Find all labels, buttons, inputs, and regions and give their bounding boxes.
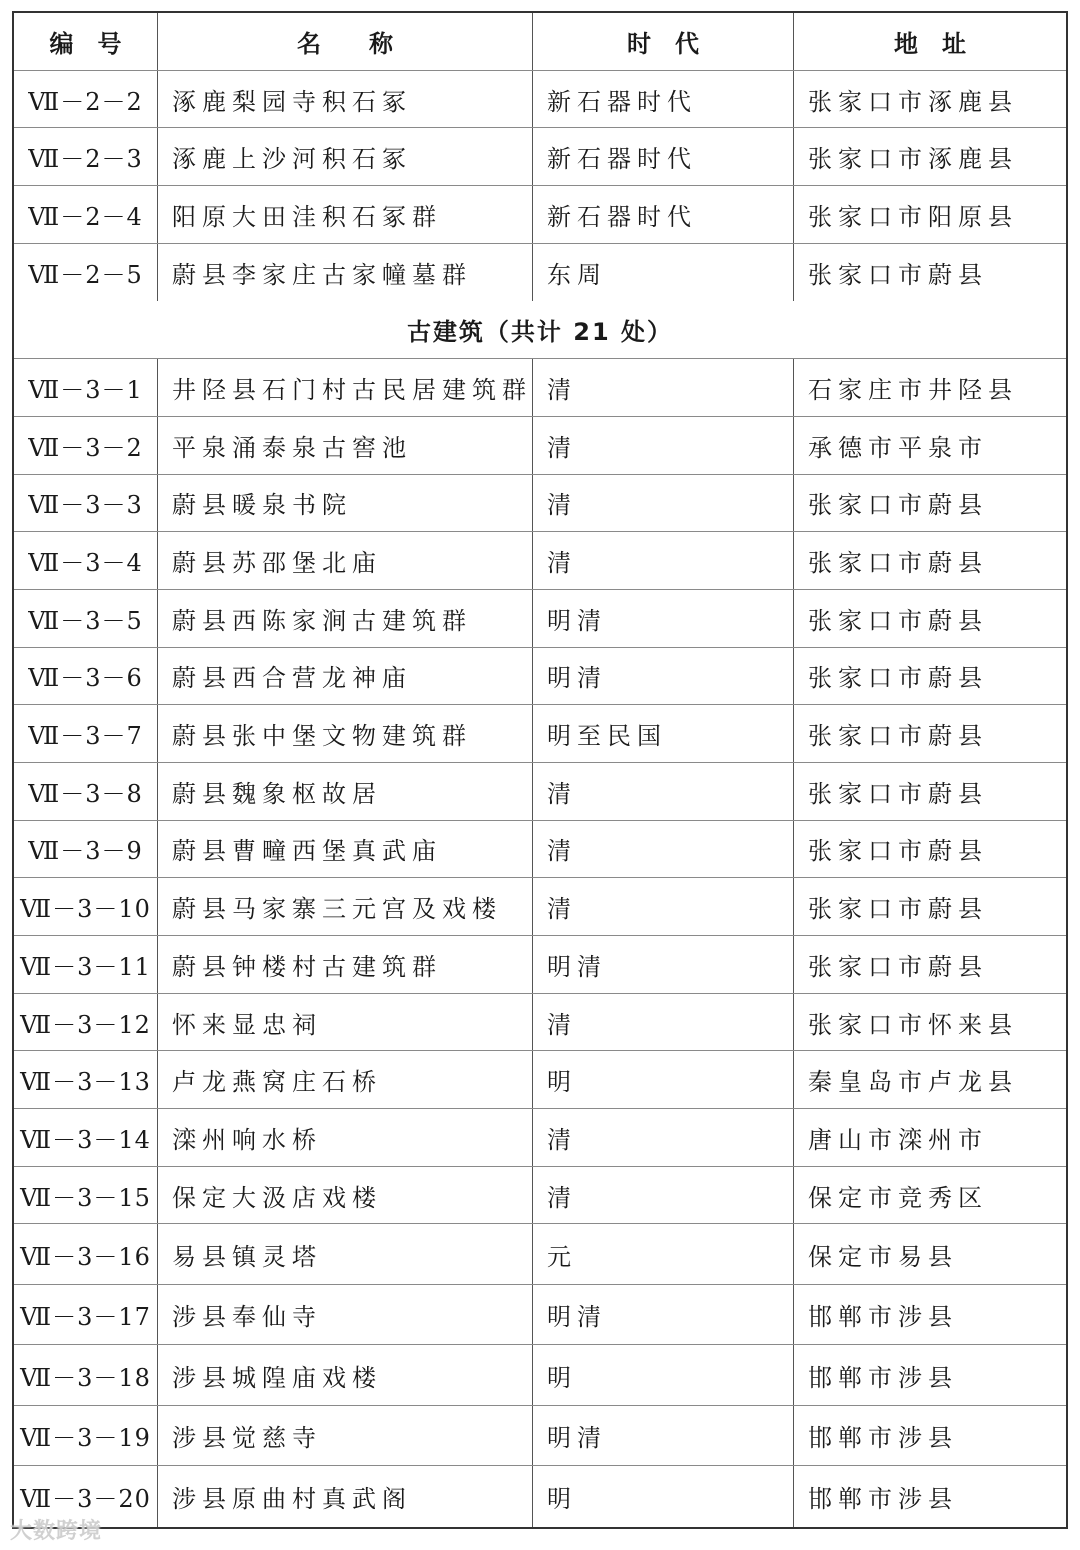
cell-location: 张家口市涿鹿县 <box>808 145 1018 174</box>
cell-era: 明清 <box>533 936 794 993</box>
table-row <box>14 244 1066 302</box>
cell-id: Ⅶ－3－11 <box>14 936 158 993</box>
cell-name: 蔚县张中堡文物建筑群 <box>158 705 533 762</box>
cell-era: 新石器时代 <box>533 128 794 185</box>
header-name: 名 称 <box>158 13 533 70</box>
cell-id: Ⅶ－3－13 <box>14 1051 158 1108</box>
cell-location: 张家口市蔚县 <box>808 837 988 866</box>
table-row <box>14 1406 1066 1467</box>
header-id: 编 号 <box>14 13 158 70</box>
cell-id: Ⅶ－3－8 <box>14 763 158 820</box>
cell-id: Ⅶ－3－2 <box>14 417 158 474</box>
cell-name: 蔚县马家寨三元宫及戏楼 <box>158 878 533 935</box>
section-title: 古建筑（共计 21 处） <box>14 301 1066 359</box>
cell-name: 涉县城隍庙戏楼 <box>158 1345 533 1405</box>
cell-name: 阳原大田洼积石冢群 <box>158 186 533 243</box>
table-row <box>14 1345 1066 1406</box>
cell-name: 保定大汲店戏楼 <box>158 1167 533 1224</box>
cell-name: 蔚县暖泉书院 <box>158 475 533 532</box>
cell-id: Ⅶ－3－5 <box>14 590 158 647</box>
cell-id: Ⅶ－2－2 <box>14 71 158 128</box>
cell-location: 邯郸市涉县 <box>808 1485 958 1514</box>
cell-location: 张家口市怀来县 <box>808 1010 1018 1039</box>
watermark: 大数跨境 <box>10 1519 103 1544</box>
group-b-rows <box>14 359 1066 1527</box>
cell-id: Ⅶ－3－17 <box>14 1285 158 1345</box>
table-row <box>14 1167 1066 1225</box>
header-era: 时 代 <box>533 13 794 70</box>
cell-era: 明清 <box>533 1406 794 1466</box>
cell-name: 滦州响水桥 <box>158 1109 533 1166</box>
cell-id: Ⅶ－2－3 <box>14 128 158 185</box>
cell-era: 明至民国 <box>533 705 794 762</box>
table-row <box>14 1224 1066 1285</box>
cell-era: 清 <box>533 1167 794 1224</box>
cell-location: 邯郸市涉县 <box>808 1363 958 1392</box>
cell-era: 清 <box>533 994 794 1051</box>
cell-id: Ⅶ－3－15 <box>14 1167 158 1224</box>
cell-era: 清 <box>533 475 794 532</box>
group-a-rows <box>14 71 1066 302</box>
cell-name: 卢龙燕窝庄石桥 <box>158 1051 533 1108</box>
cell-era: 元 <box>533 1224 794 1284</box>
cell-id: Ⅶ－3－20 <box>14 1466 158 1527</box>
cell-location: 张家口市蔚县 <box>808 895 988 924</box>
cell-name: 平泉涌泰泉古窖池 <box>158 417 533 474</box>
cell-location: 张家口市涿鹿县 <box>808 87 1018 116</box>
header-location: 地 址 <box>894 29 966 58</box>
table-row <box>14 648 1066 706</box>
cell-name: 涿鹿上沙河积石冢 <box>158 128 533 185</box>
cell-era: 明 <box>533 1051 794 1108</box>
cell-name: 蔚县苏邵堡北庙 <box>158 532 533 589</box>
cell-era: 清 <box>533 417 794 474</box>
cell-location: 张家口市阳原县 <box>808 202 1018 231</box>
cell-location: 石家庄市井陉县 <box>808 375 1018 404</box>
cell-name: 蔚县西陈家涧古建筑群 <box>158 590 533 647</box>
cell-era: 清 <box>533 359 794 416</box>
table-row <box>14 936 1066 994</box>
cell-era: 新石器时代 <box>533 71 794 128</box>
cell-era: 清 <box>533 821 794 878</box>
cell-location: 唐山市滦州市 <box>808 1125 988 1154</box>
cell-era: 东周 <box>533 244 794 302</box>
cell-location: 张家口市蔚县 <box>808 664 988 693</box>
cell-era: 明清 <box>533 648 794 705</box>
cell-name: 蔚县西合营龙神庙 <box>158 648 533 705</box>
table-row <box>14 186 1066 244</box>
cell-id: Ⅶ－3－3 <box>14 475 158 532</box>
cell-id: Ⅶ－3－7 <box>14 705 158 762</box>
cell-era: 明清 <box>533 590 794 647</box>
table-header <box>14 13 1066 71</box>
table-row <box>14 1051 1066 1109</box>
heritage-table <box>12 11 1068 1529</box>
cell-name: 涉县奉仙寺 <box>158 1285 533 1345</box>
cell-location: 张家口市蔚县 <box>808 722 988 751</box>
cell-era: 明 <box>533 1466 794 1527</box>
cell-id: Ⅶ－3－4 <box>14 532 158 589</box>
cell-id: Ⅶ－2－4 <box>14 186 158 243</box>
cell-name: 涉县原曲村真武阁 <box>158 1466 533 1527</box>
cell-era: 明 <box>533 1345 794 1405</box>
table-row <box>14 994 1066 1052</box>
cell-location: 张家口市蔚县 <box>808 491 988 520</box>
cell-id: Ⅶ－3－6 <box>14 648 158 705</box>
cell-location: 张家口市蔚县 <box>808 261 988 290</box>
cell-location: 邯郸市涉县 <box>808 1424 958 1453</box>
table-row <box>14 705 1066 763</box>
table-row <box>14 475 1066 533</box>
cell-name: 蔚县钟楼村古建筑群 <box>158 936 533 993</box>
cell-id: Ⅶ－3－1 <box>14 359 158 416</box>
table-row <box>14 590 1066 648</box>
cell-era: 清 <box>533 763 794 820</box>
table-row <box>14 359 1066 417</box>
cell-era: 清 <box>533 878 794 935</box>
cell-id: Ⅶ－2－5 <box>14 244 158 302</box>
cell-name: 怀来显忠祠 <box>158 994 533 1051</box>
cell-name: 蔚县曹疃西堡真武庙 <box>158 821 533 878</box>
table-row <box>14 1109 1066 1167</box>
cell-location: 邯郸市涉县 <box>808 1303 958 1332</box>
cell-name: 涿鹿梨园寺积石冢 <box>158 71 533 128</box>
cell-name: 易县镇灵塔 <box>158 1224 533 1284</box>
cell-era: 清 <box>533 1109 794 1166</box>
cell-location: 张家口市蔚县 <box>808 549 988 578</box>
cell-id: Ⅶ－3－16 <box>14 1224 158 1284</box>
cell-era: 新石器时代 <box>533 186 794 243</box>
cell-location: 张家口市蔚县 <box>808 779 988 808</box>
cell-id: Ⅶ－3－14 <box>14 1109 158 1166</box>
table-row <box>14 128 1066 186</box>
cell-name: 蔚县魏象枢故居 <box>158 763 533 820</box>
cell-id: Ⅶ－3－18 <box>14 1345 158 1405</box>
cell-era: 明清 <box>533 1285 794 1345</box>
cell-location: 张家口市蔚县 <box>808 606 988 635</box>
table-row <box>14 71 1066 129</box>
table-row <box>14 821 1066 879</box>
table-row <box>14 532 1066 590</box>
cell-name: 涉县觉慈寺 <box>158 1406 533 1466</box>
cell-location: 承德市平泉市 <box>808 433 988 462</box>
cell-location: 秦皇岛市卢龙县 <box>808 1068 1018 1097</box>
table-row <box>14 417 1066 475</box>
cell-id: Ⅶ－3－19 <box>14 1406 158 1466</box>
cell-location: 张家口市蔚县 <box>808 952 988 981</box>
cell-era: 清 <box>533 532 794 589</box>
cell-id: Ⅶ－3－10 <box>14 878 158 935</box>
table-row <box>14 878 1066 936</box>
table-row <box>14 1285 1066 1346</box>
cell-id: Ⅶ－3－9 <box>14 821 158 878</box>
cell-name: 蔚县李家庄古家幢墓群 <box>158 244 533 302</box>
cell-location: 保定市竞秀区 <box>808 1183 988 1212</box>
cell-id: Ⅶ－3－12 <box>14 994 158 1051</box>
cell-location: 保定市易县 <box>808 1242 958 1271</box>
table-row <box>14 763 1066 821</box>
table-row <box>14 1466 1066 1527</box>
cell-name: 井陉县石门村古民居建筑群 <box>158 359 533 416</box>
